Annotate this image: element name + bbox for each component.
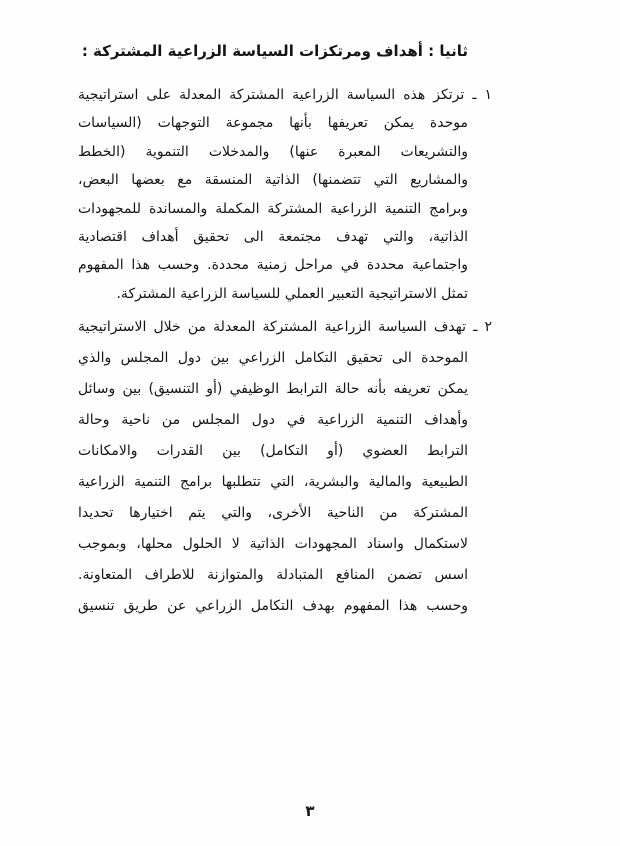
text-line: ٢ ـ تهدف السياسة الزراعية المشتركة المعدلة من خلال الاستراتيجية: [78, 319, 492, 336]
text-line: اسس تضمن المنافع المتبادلة والمتوازنة للاطراف المتعاونة.: [78, 567, 468, 584]
text-line: الذاتية، والتي تهدف مجتمعة الى تحقيق أهداف اقتصادية: [78, 228, 468, 245]
text-line: الطبيعية والمالية والبشرية، التي تتطلبها برامج التنمية الزراعية: [78, 474, 468, 491]
paragraph-2: [0, 312, 620, 622]
text-line: ١ ـ ترتكز هذه السياسة الزراعية المشتركة المعدلة على استراتيجية: [78, 87, 492, 103]
text-line: يمكن تعريفه بأنه حالة الترابط الوظيفي (أو التنسيق) بين وسائل: [78, 381, 468, 398]
text-line: وحسب هذا المفهوم بهدف التكامل الزراعي عن طريق تنسيق: [78, 598, 468, 615]
text-line: الموحدة الى تحقيق التكامل الزراعي بين دول المجلس والذي: [78, 350, 468, 367]
section-heading: ثانيا : أهداف ومرتكزات السياسة الزراعية المشتركة :: [81, 42, 468, 60]
text-line: وبرامج التنمية الزراعية المشتركة المكملة والمساندة للمجهودات: [78, 200, 468, 217]
page-number: ٣: [305, 802, 315, 820]
text-line: موحدة يمكن تعريفها بأنها مجموعة التوجهات (السياسات: [78, 115, 468, 132]
text-line: والتشريعات المعبرة عنها) والمدخلات التنموية (الخطط: [78, 143, 468, 160]
text-line: تمثل الاستراتيجية التعبير العملي للسياسة الزراعية المشتركة.: [116, 285, 468, 302]
text-line: وأهداف التنمية الزراعية في دول المجلس من ناحية وحالة: [78, 412, 468, 429]
text-line: الترابط العضوي (أو التكامل) بين القدرات والامكانات: [78, 443, 468, 460]
text-line: المشتركة من الناحية الأخرى، والتي يتم اختيارها تحديدا: [78, 505, 468, 522]
text-line: والمشاريع التي تتضمنها) الذاتية المنسقة مع بعضها البعض،: [78, 172, 468, 189]
paragraph-1: [0, 81, 620, 308]
text-line: لاستكمال واسناد المجهودات الذاتية لا الحلول محلها، وبموجب: [78, 536, 468, 553]
text-line: واجتماعية محددة في مراحل زمنية محددة. وحسب هذا المفهوم: [78, 257, 468, 274]
